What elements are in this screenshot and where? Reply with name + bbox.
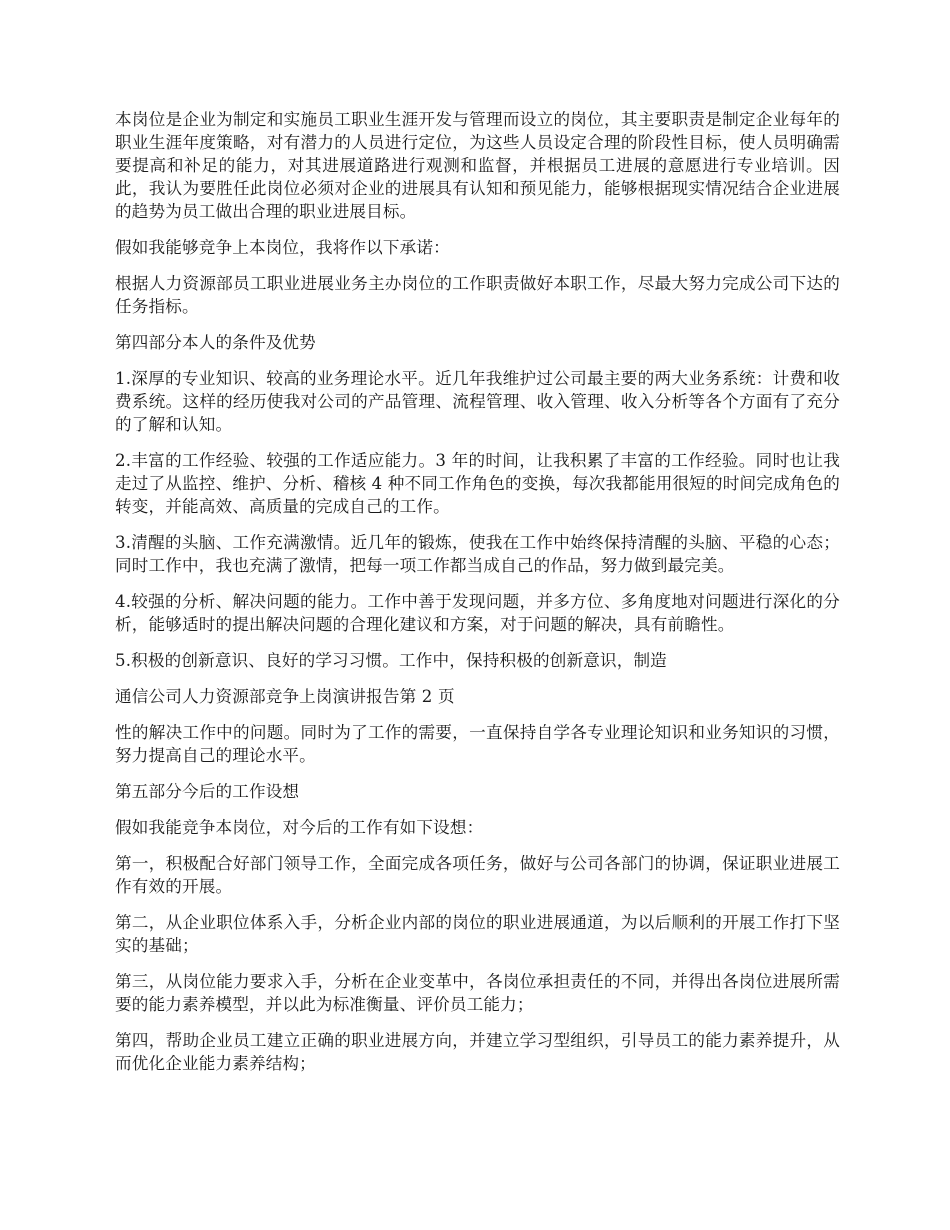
paragraph-strength-3: 3.清醒的头脑、工作充满激情。近几年的锻炼，使我在工作中始终保持清醒的头脑、平稳的心态；同时工作中，我也充满了激情，把每一项工作都当成自己的作品，努力做到最完美。 bbox=[115, 533, 840, 575]
section-heading-part-five: 第五部分今后的工作设想 bbox=[115, 782, 300, 801]
document-page bbox=[115, 108, 840, 1088]
paragraph-strength-2: 2.丰富的工作经验、较强的工作适应能力。3 年的时间，让我积累了丰富的工作经验。同时也让我走过了从监控、维护、分析、稽核 4 种不同工作角色的变换，每次我都能用很短的时间完成角色的转变，并能高效、高质量的完成自己的工作。 bbox=[115, 451, 840, 516]
paragraph-plan-intro: 假如我能竞争本岗位，对今后的工作有如下设想： bbox=[115, 818, 484, 837]
page-header-page-2: 通信公司人力资源部竞争上岗演讲报告第 2 页 bbox=[115, 687, 455, 706]
paragraph-commitment: 根据人力资源部员工职业进展业务主办岗位的工作职责做好本职工作，尽最大努力完成公司下达的任务指标。 bbox=[115, 274, 840, 316]
paragraph-strength-5: 5.积极的创新意识、良好的学习习惯。工作中，保持积极的创新意识，制造 bbox=[115, 651, 667, 670]
paragraph-plan-4: 第四，帮助企业员工建立正确的职业进展方向，并建立学习型组织，引导员工的能力素养提升，从而优化企业能力素养结构； bbox=[115, 1031, 840, 1073]
paragraph-strength-4: 4.较强的分析、解决问题的能力。工作中善于发现问题，并多方位、多角度地对问题进行深化的分析，能够适时的提出解决问题的合理化建议和方案，对于问题的解决，具有前瞻性。 bbox=[115, 592, 840, 634]
paragraph-plan-3: 第三，从岗位能力要求入手，分析在企业变革中，各岗位承担责任的不同，并得出各岗位进展所需要的能力素养模型，并以此为标准衡量、评价员工能力； bbox=[115, 972, 840, 1014]
section-heading-part-four: 第四部分本人的条件及优势 bbox=[115, 333, 316, 352]
paragraph-plan-2: 第二，从企业职位体系入手，分析企业内部的岗位的职业进展通道，为以后顺利的开展工作打下坚实的基础； bbox=[115, 913, 840, 955]
paragraph-position-duties: 本岗位是企业为制定和实施员工职业生涯开发与管理而设立的岗位，其主要职责是制定企业每年的职业生涯年度策略，对有潜力的人员进行定位，为这些人员设定合理的阶段性目标，使人员明确需要提高和补足的能力，对其进展道路进行观测和监督，并根据员工进展的意愿进行专业培训。因此，我认为要胜任此岗位必须对企业的进展具有认知和预见能力，能够根据现实情况结合企业进展的趋势为员工做出合理的职业进展目标。 bbox=[115, 110, 840, 221]
paragraph-strength-5-continued: 性的解决工作中的问题。同时为了工作的需要，一直保持自学各专业理论知识和业务知识的习惯，努力提高自己的理论水平。 bbox=[115, 723, 840, 765]
paragraph-commitment-intro: 假如我能够竞争上本岗位，我将作以下承诺： bbox=[115, 238, 450, 257]
paragraph-strength-1: 1.深厚的专业知识、较高的业务理论水平。近几年我维护过公司最主要的两大业务系统：计费和收费系统。这样的经历使我对公司的产品管理、流程管理、收入管理、收入分析等各个方面有了充分的了解和认知。 bbox=[115, 369, 840, 434]
paragraph-plan-1: 第一，积极配合好部门领导工作，全面完成各项任务，做好与公司各部门的协调，保证职业进展工作有效的开展。 bbox=[115, 854, 840, 896]
